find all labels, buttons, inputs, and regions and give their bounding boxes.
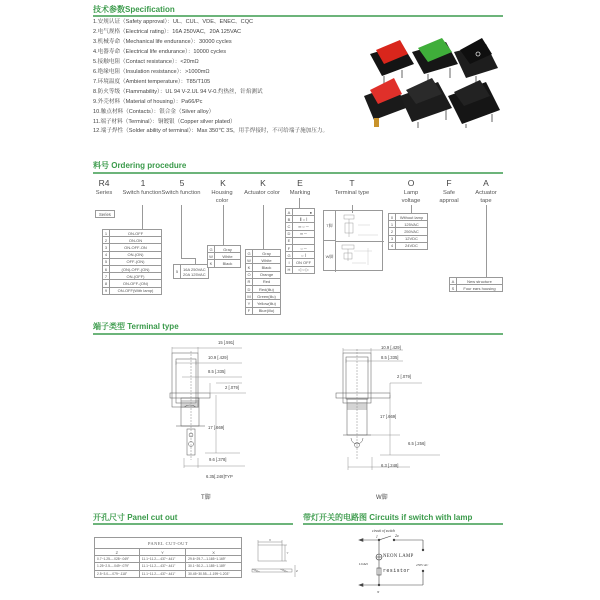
spec-item: 3.机械寿命（Mechanical life endurance）：30000 cycles xyxy=(93,38,232,45)
lamp-voltage-table xyxy=(388,213,428,250)
label-marking: Marking xyxy=(289,190,311,196)
option-row: 4 24VDC xyxy=(389,242,428,249)
w-pin-caption: W脚 xyxy=(376,495,388,501)
table-row: 2.5~3.0---.079~.118" 11.1~11.2---.437~.441" 30.45~30.55---1.199~1.203" xyxy=(95,570,242,577)
t-pin-drawing xyxy=(160,335,310,495)
connector-line xyxy=(411,205,412,213)
option-row: D ═ ─ xyxy=(286,230,315,237)
terminal-section-title: 端子类型 Terminal type xyxy=(93,322,179,331)
code-terminal-type: T xyxy=(349,178,355,188)
dim-label: 15 [.591] xyxy=(218,340,235,345)
switch-green-top xyxy=(412,38,458,84)
connector-line xyxy=(223,205,224,245)
option-row: S Four ears housing xyxy=(450,285,503,292)
panel-cutout-table xyxy=(94,537,242,578)
lamp-circuit-diagram xyxy=(355,528,445,598)
option-row: 7 ON-(OFF) xyxy=(103,273,162,280)
series-box: Series xyxy=(95,210,115,218)
supply-voltage-label: 250V AC xyxy=(416,563,429,567)
terminal-w-label: W脚 xyxy=(324,241,336,272)
pin-n-label: N xyxy=(377,590,380,594)
housing-color-table xyxy=(207,245,241,268)
option-row: 1 ON-OFF xyxy=(103,230,162,237)
load-label: LOAD xyxy=(359,562,368,566)
option-row: W White xyxy=(246,257,281,264)
label-series: Series xyxy=(95,190,113,196)
panel-section-title: 开孔尺寸 Panel cut out xyxy=(93,513,178,522)
rating-table xyxy=(173,264,209,279)
code-lamp-voltage: O xyxy=(407,178,415,188)
actuator-color-table xyxy=(245,249,281,315)
terminal-t-label: T脚 xyxy=(324,211,336,241)
circuit-title-rule xyxy=(303,523,503,525)
option-row: G ○ Ⅰ xyxy=(286,252,315,259)
option-row: 4 ON-(ON) xyxy=(103,251,162,258)
dim-label: 17 [.669] xyxy=(380,414,397,419)
option-row: 2 250VAC xyxy=(389,228,428,235)
switch-function-table xyxy=(102,229,162,295)
spec-item: 2.电气规格（Electrical rating）：16A 250VAC，20A 125VAC xyxy=(93,28,242,35)
label-lamp-voltage: Lamp voltage xyxy=(401,190,421,204)
dim-label: 2 [.079] xyxy=(225,385,239,390)
svg-text:Y: Y xyxy=(286,551,289,555)
label-switch-function: Switch function xyxy=(122,190,162,196)
label-switch-function-2: Switch function xyxy=(161,190,201,196)
code-actuator-color: K xyxy=(260,178,266,188)
label-actuator-tape: Actuator tape xyxy=(475,190,497,204)
option-row: D Red(illu) xyxy=(246,285,281,292)
option-row: G Gray xyxy=(246,250,281,257)
panel-title-rule xyxy=(93,523,293,525)
connector-line xyxy=(486,205,487,277)
option-row: W White xyxy=(208,253,241,260)
switch-black-top xyxy=(454,38,498,86)
spec-item: 11.端子材料（Terminal）：铜镀银（Copper silver plated） xyxy=(93,118,236,125)
option-row: R Red xyxy=(246,278,281,285)
option-row: A New structure xyxy=(450,278,503,285)
actuator-tape-table xyxy=(449,277,503,292)
option-row: 9 ON-OFF(With lamp) xyxy=(103,287,162,294)
ordering-title-rule xyxy=(93,172,503,174)
column-header: Z xyxy=(95,549,140,556)
dim-label: 17 [.669] xyxy=(208,425,225,430)
option-row: 1 125VAC xyxy=(389,221,428,228)
terminal-type-box xyxy=(323,210,383,271)
circuit-section-title: 带灯开关的电路图 Circuits if switch with lamp xyxy=(303,513,473,522)
column-header: Y xyxy=(139,549,185,556)
option-row: H ◁ ○ ▷ xyxy=(286,266,315,273)
switch-black-bottom xyxy=(400,78,452,128)
option-row: 5 16A 250VAC 20A 125VAC xyxy=(174,265,209,279)
option-row: F ○ ─ xyxy=(286,244,315,251)
option-row: A ● xyxy=(286,209,315,216)
option-row: 2 ON-ON xyxy=(103,237,162,244)
dim-label: 10.9 [.429] xyxy=(381,345,401,350)
option-row: K Black xyxy=(208,260,241,267)
code-series: R4 xyxy=(98,178,110,188)
option-row: 0 Without lamp xyxy=(389,214,428,221)
connector-line xyxy=(181,205,182,258)
spec-item: 10.触点材料（Contacts）：银合金（Silver alloy） xyxy=(93,108,215,115)
circuit-caption: circuit of switch xyxy=(372,529,396,533)
switch-red-top xyxy=(370,40,414,84)
spec-item: 9.外壳材料（Material of housing）：Pa66/Pc xyxy=(93,98,203,105)
code-housing-color: K xyxy=(220,178,226,188)
spec-list xyxy=(93,18,328,137)
svg-text:X: X xyxy=(269,538,272,542)
dim-label: 2 [.079] xyxy=(397,374,411,379)
dim-label: 8.5 [.335] xyxy=(381,355,399,360)
code-rating: 5 xyxy=(179,178,185,188)
neon-lamp-label: NEON LAMP xyxy=(383,554,414,559)
svg-text:Z: Z xyxy=(296,569,298,573)
terminal-type-thumbnails xyxy=(338,213,382,269)
option-row: G Gray xyxy=(208,246,241,253)
option-row: B Ⅱ ○ Ⅰ xyxy=(286,216,315,223)
option-row: C ═ ○ ─ xyxy=(286,223,315,230)
option-row: 5 OFF-(ON) xyxy=(103,258,162,265)
table-row: 1.25~2.5---.049~.079" 11.1~11.2---.437~.441" 30.1~30.2---1.185~1.189" xyxy=(95,563,242,570)
spec-item: 7.环境温度（Ambient temperature）：T85/T105 xyxy=(93,78,211,85)
option-row: 3 12VDC xyxy=(389,235,428,242)
code-marking: E xyxy=(297,178,303,188)
spec-item: 12.端子焊性（Solder ability of terminal）：Max 350℃ 3S，用手焊接时，不可给端子施加压力。 xyxy=(93,128,329,135)
spec-title-rule xyxy=(93,15,503,17)
ordering-section-title: 料号 Ordering procedure xyxy=(93,161,187,170)
dim-label: 6.5 [.256] xyxy=(408,441,426,446)
code-switch-function: 1 xyxy=(140,178,146,188)
label-housing-color: Housing color xyxy=(211,190,233,204)
label-actuator-color: Actuator color xyxy=(244,190,280,196)
option-row: 3 ON-OFF-ON xyxy=(103,244,162,251)
dim-label: 8.5 [.335] xyxy=(208,369,226,374)
dim-label: 6.35[.248]TYP xyxy=(206,474,233,479)
panel-table-title: PANEL CUT-OUT xyxy=(95,538,242,549)
spec-section-title: 技术参数Specification xyxy=(93,5,175,14)
spec-item: 5.接触电阻（Contact resistance）：<20mΩ xyxy=(93,58,199,65)
option-row: E xyxy=(286,237,315,244)
option-row: O Orange xyxy=(246,271,281,278)
label-terminal-type: Terminal type xyxy=(334,190,370,196)
resistor-label: resistor xyxy=(383,568,411,574)
pin-1-label: 1 xyxy=(376,535,378,539)
dim-label: 9.6 [.378] xyxy=(209,457,227,462)
dim-label: 6.3 [.248] xyxy=(381,463,399,468)
spec-item: 6.绝缘电阻（Insulation resistance）：>1000mΩ xyxy=(93,68,210,75)
t-pin-caption: T脚 xyxy=(201,495,211,501)
pin-2a-label: 2a xyxy=(395,534,399,538)
code-safe-approval: F xyxy=(446,178,452,188)
code-actuator-tape: A xyxy=(483,178,489,188)
dim-label: 10.9 [.429] xyxy=(208,355,228,360)
spec-item: 8.防火等级（Flammability）：UL 94 V-2.UL 94 V-0.灼热丝，针焰测试 xyxy=(93,88,263,95)
connector-line xyxy=(263,205,264,249)
label-safe-approval: Safe approal xyxy=(439,190,459,204)
spec-item: 4.电器寿命（Electrical life endurance）：10000 cycles xyxy=(93,48,227,55)
marking-table xyxy=(285,208,315,274)
option-row: M Green(illu) xyxy=(246,293,281,300)
column-header: X xyxy=(186,549,242,556)
switch-black-bottom-right xyxy=(448,80,500,128)
switch-red-bottom xyxy=(364,78,406,127)
table-row: 0.7~1.25---.028~.049" 11.1~11.2---.437~.441" 29.6~29.7---1.165~1.169" xyxy=(95,556,242,563)
panel-cutout-diagram xyxy=(246,537,301,582)
w-pin-drawing xyxy=(340,345,470,495)
connector-line xyxy=(299,198,300,208)
option-row: K Black xyxy=(246,264,281,271)
option-row: Y Yellow(illu) xyxy=(246,300,281,307)
rocker-switch-photo xyxy=(362,24,502,128)
connector-line xyxy=(142,205,143,229)
option-row: 8 ON-OFF-(ON) xyxy=(103,280,162,287)
option-row: I ON OFF xyxy=(286,259,315,266)
spec-item: 1.安规认证（Safety approval）：UL、CUL、VDE、ENEC、CQC xyxy=(93,19,254,25)
option-row: F Blue(illu) xyxy=(246,307,281,314)
option-row: 6 (ON)-OFF-(ON) xyxy=(103,265,162,272)
connector-line xyxy=(181,258,195,259)
